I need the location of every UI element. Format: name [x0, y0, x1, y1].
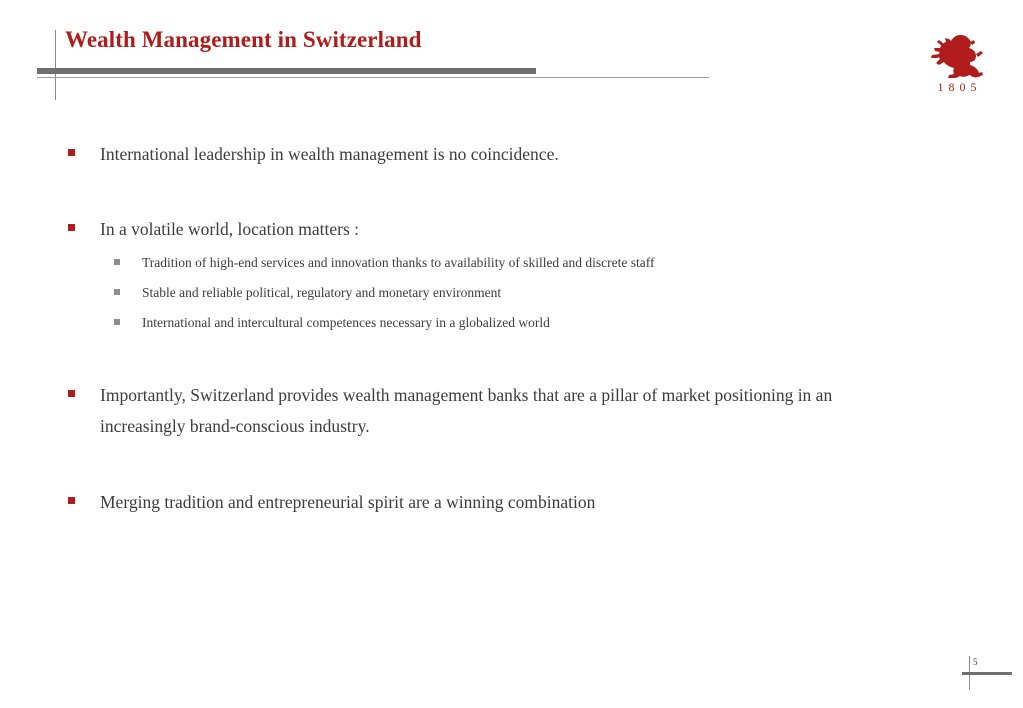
sub-bullet-text: International and intercultural competences necessary in a globalized world — [142, 315, 550, 330]
bullet-square-icon — [68, 390, 75, 397]
bullet-square-icon — [68, 497, 75, 504]
sub-bullet-text: Tradition of high-end services and innovation thanks to availability of skilled and discrete staff — [142, 255, 655, 270]
sub-bullet-item — [142, 313, 862, 333]
footer-horizontal-rule — [962, 672, 1012, 675]
bullet-text: In a volatile world, location matters : — [100, 219, 360, 239]
bullet-square-icon — [68, 149, 75, 156]
bullet-text: International leadership in wealth management is no coincidence. — [100, 144, 559, 164]
header-thin-rule — [37, 77, 709, 78]
bullet-item — [100, 139, 900, 170]
logo-year: 1805 — [937, 80, 982, 94]
sub-bullet-item — [142, 253, 862, 273]
header-vertical-rule — [55, 30, 56, 100]
bullet-text: Merging tradition and entrepreneurial spirit are a winning combination — [100, 492, 596, 512]
page-title: Wealth Management in Switzerland — [65, 27, 422, 52]
sub-bullet-square-icon — [114, 259, 120, 265]
header-thick-rule — [37, 68, 536, 74]
sub-bullet-item — [142, 283, 862, 303]
sub-bullet-text: Stable and reliable political, regulatory and monetary environment — [142, 285, 502, 300]
bullet-text: Importantly, Switzerland provides wealth management banks that are a pillar of market positioning in an increasingly brand-conscious industry. — [100, 385, 833, 436]
bullet-item — [100, 380, 900, 442]
sub-bullet-square-icon — [114, 319, 120, 325]
sub-bullet-square-icon — [114, 289, 120, 295]
bullet-square-icon — [68, 224, 75, 231]
bullet-item — [100, 214, 900, 245]
bullet-item — [100, 487, 900, 518]
page-number: 5 — [973, 657, 978, 667]
